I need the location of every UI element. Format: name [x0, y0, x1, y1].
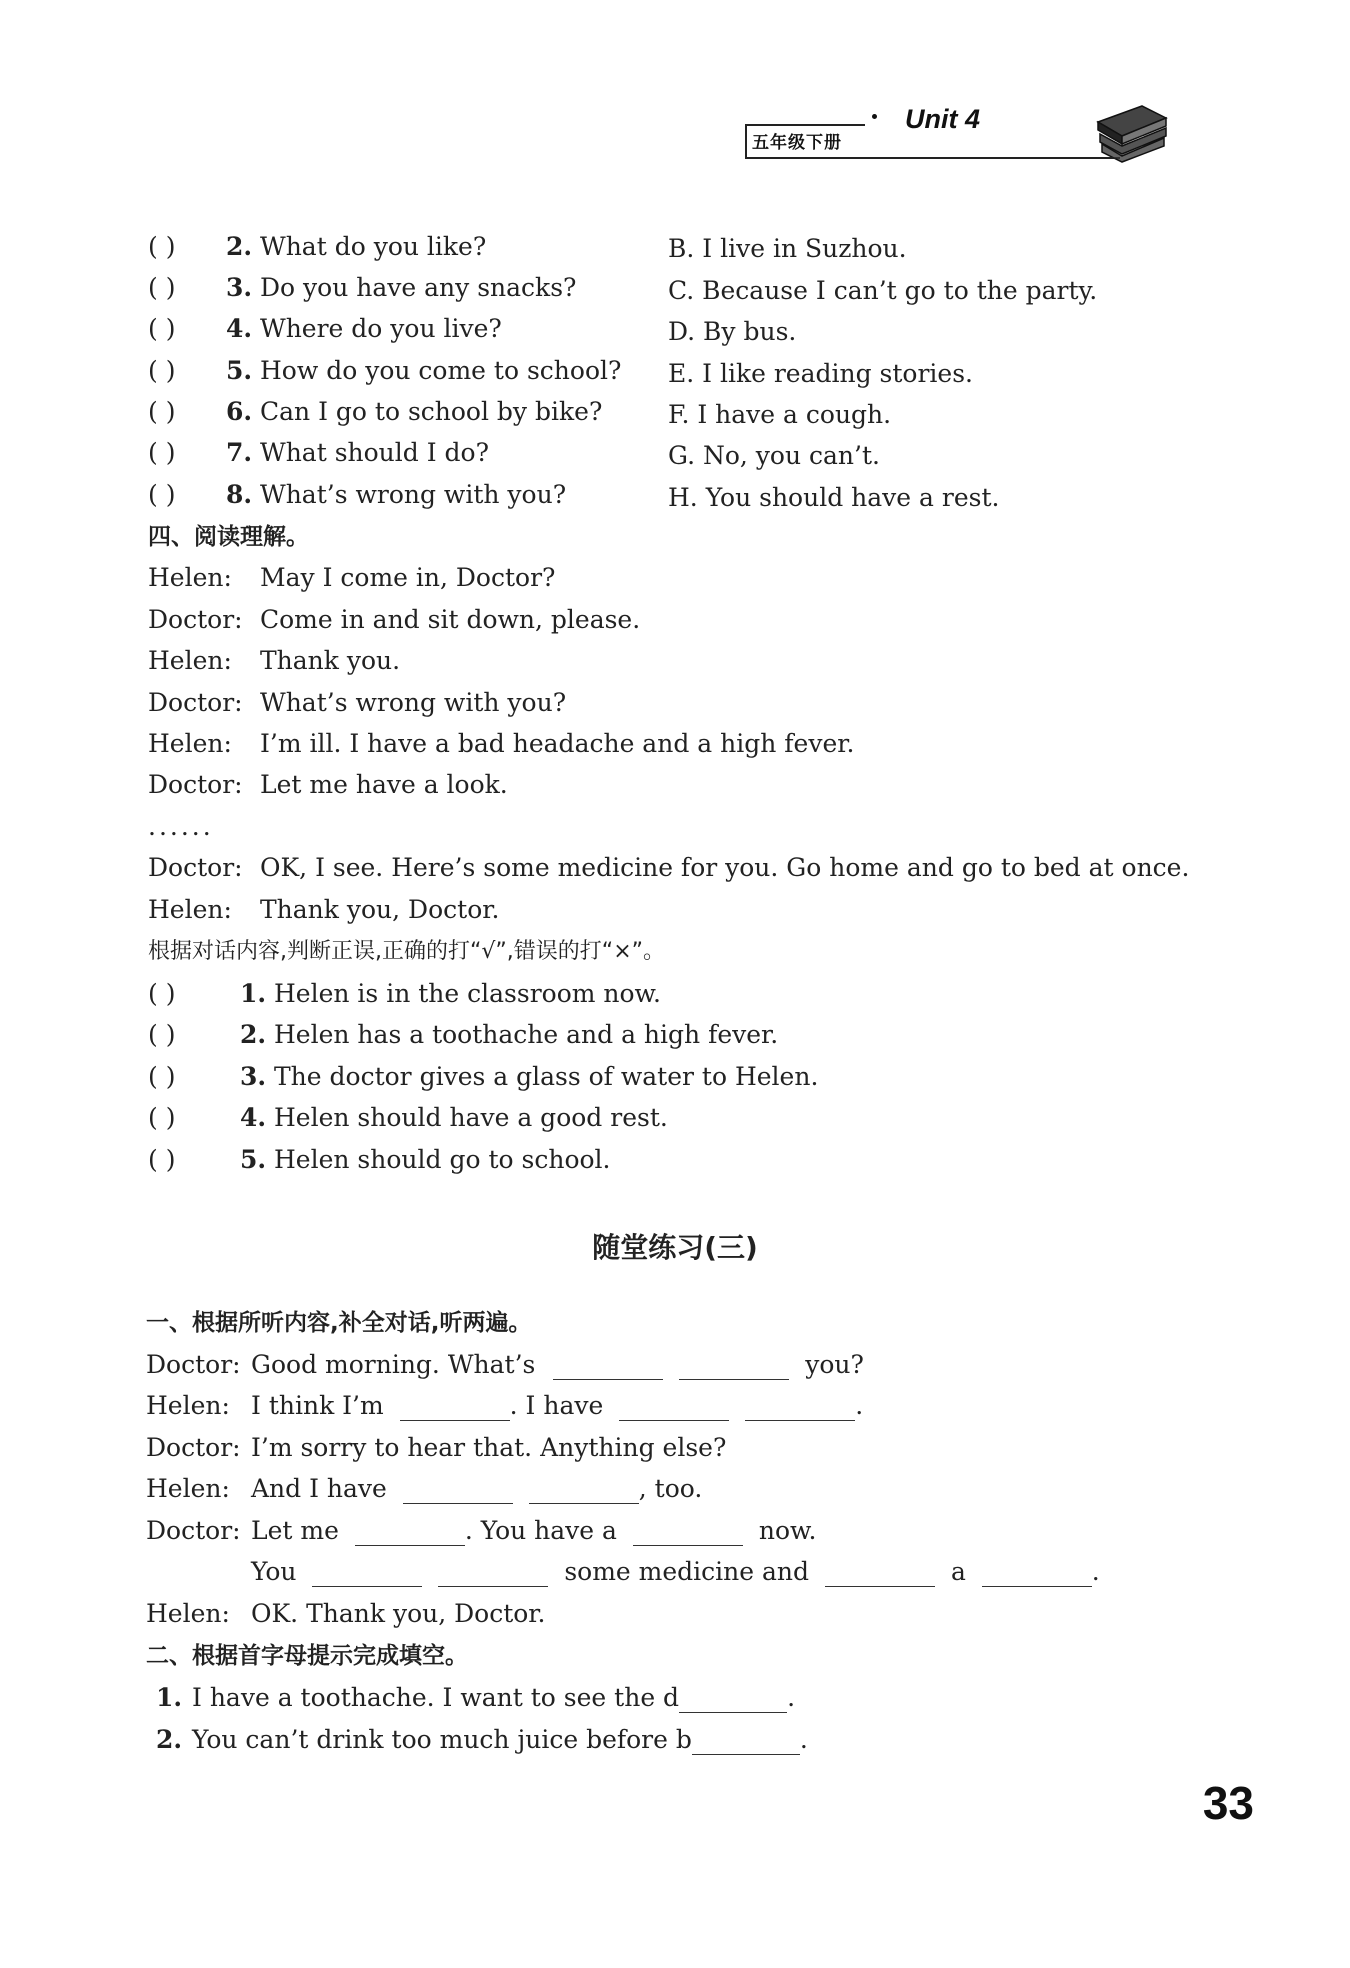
answer-paren[interactable]: ( )	[148, 1020, 176, 1049]
practice-title: 随堂练习(三)	[592, 1231, 758, 1264]
line-text: . I have	[509, 1391, 604, 1420]
grade-label: 五年级下册	[752, 133, 842, 153]
header-frame-top	[745, 124, 865, 126]
item-number: 8.	[226, 480, 253, 509]
dialogue-line	[148, 688, 566, 718]
item-number: 3.	[226, 273, 253, 302]
speaker: Doctor:	[146, 1433, 241, 1462]
blank-field[interactable]	[633, 1523, 743, 1546]
item-number: 1.	[240, 979, 267, 1008]
answer-option: F. I have a cough.	[668, 400, 892, 429]
match-row	[148, 356, 621, 386]
fill-line	[146, 1474, 702, 1504]
line-text: .	[855, 1391, 864, 1420]
blank-field[interactable]	[825, 1564, 935, 1587]
books-icon	[1090, 92, 1170, 164]
fill-line	[146, 1391, 863, 1421]
question-text: Where do you live?	[260, 314, 502, 343]
match-row	[148, 232, 486, 262]
line-text: . You have a	[464, 1516, 617, 1545]
item-number: 5.	[226, 356, 253, 385]
question-text: What do you like?	[260, 232, 487, 261]
speech: Let me have a look.	[260, 770, 508, 799]
statement-row	[148, 1145, 611, 1175]
item-number: 2.	[226, 232, 253, 261]
header-frame-left	[745, 124, 747, 158]
answer-option: H. You should have a rest.	[668, 483, 1000, 512]
statement-row	[148, 1062, 818, 1092]
line-text: Good morning. What’s	[251, 1350, 536, 1379]
answer-paren[interactable]: ( )	[148, 356, 176, 385]
dialogue-line	[148, 895, 499, 925]
match-row	[148, 314, 502, 344]
match-row	[148, 480, 566, 510]
answer-paren[interactable]: ( )	[148, 979, 176, 1008]
dialogue-line	[148, 605, 640, 635]
statement-row	[148, 1020, 778, 1050]
speaker: Helen:	[148, 646, 232, 675]
speaker: Doctor:	[148, 853, 243, 882]
blank-field[interactable]	[403, 1481, 513, 1504]
blank-field[interactable]	[438, 1564, 548, 1587]
match-row	[148, 273, 576, 303]
speaker: Helen:	[148, 563, 232, 592]
blank-field[interactable]	[529, 1481, 639, 1504]
line-text: And I have	[251, 1474, 387, 1503]
question-text: What’s wrong with you?	[260, 480, 567, 509]
speaker: Doctor:	[148, 688, 243, 717]
dialogue-line	[148, 563, 555, 593]
question-end: .	[787, 1683, 796, 1712]
statement-row	[148, 1103, 668, 1133]
speaker: Helen:	[148, 729, 232, 758]
header-rule	[745, 157, 1117, 159]
question-text: What should I do?	[260, 438, 490, 467]
line-text: OK. Thank you, Doctor.	[251, 1599, 546, 1628]
fill-line	[146, 1516, 816, 1546]
answer-paren[interactable]: ( )	[148, 1062, 176, 1091]
fill-line	[251, 1557, 1100, 1587]
speaker: Doctor:	[146, 1516, 241, 1545]
ellipsis: ......	[148, 812, 214, 841]
blank-field[interactable]	[312, 1564, 422, 1587]
blank-field[interactable]	[355, 1523, 465, 1546]
statement-text: Helen is in the classroom now.	[274, 979, 661, 1008]
item-number: 5.	[240, 1145, 267, 1174]
speech: Thank you.	[260, 646, 401, 675]
speech: May I come in, Doctor?	[260, 563, 556, 592]
section1-heading: 一、根据所听内容,补全对话,听两遍。	[146, 1310, 532, 1336]
answer-paren[interactable]: ( )	[148, 1145, 176, 1174]
answer-paren[interactable]: ( )	[148, 314, 176, 343]
line-text: a	[950, 1557, 966, 1586]
dialogue-line	[148, 729, 854, 759]
header-dot	[872, 114, 877, 119]
answer-paren[interactable]: ( )	[148, 480, 176, 509]
dialogue-line	[148, 853, 1189, 883]
question-end: .	[799, 1725, 808, 1754]
speaker: Helen:	[148, 895, 232, 924]
line-text: I’m sorry to hear that. Anything else?	[251, 1433, 727, 1462]
match-row	[148, 397, 602, 427]
match-row	[148, 438, 489, 468]
line-text: you?	[805, 1350, 864, 1379]
question-text: You can’t drink too much juice before b	[192, 1725, 692, 1754]
speaker: Doctor:	[148, 605, 243, 634]
dialogue-line	[148, 646, 400, 676]
statement-text: The doctor gives a glass of water to Helen.	[274, 1062, 819, 1091]
item-number: 1.	[156, 1683, 183, 1712]
item-number: 2.	[156, 1725, 183, 1754]
page-number: 33	[1202, 1777, 1254, 1829]
judge-instruction: 根据对话内容,判断正误,正确的打“√”,错误的打“×”。	[148, 939, 666, 964]
answer-paren[interactable]: ( )	[148, 397, 176, 426]
question-text: Can I go to school by bike?	[260, 397, 603, 426]
speaker: Doctor:	[146, 1350, 241, 1379]
speech: What’s wrong with you?	[260, 688, 567, 717]
blank-field[interactable]	[692, 1732, 800, 1755]
line-text: some medicine and	[564, 1557, 810, 1586]
fill-line	[146, 1599, 545, 1629]
item-number: 7.	[226, 438, 253, 467]
fill-question	[156, 1683, 795, 1713]
reading-heading: 四、阅读理解。	[148, 524, 309, 550]
answer-paren[interactable]: ( )	[148, 273, 176, 302]
blank-field[interactable]	[400, 1398, 510, 1421]
speaker: Helen:	[146, 1474, 230, 1503]
item-number: 3.	[240, 1062, 267, 1091]
line-text: I think I’m	[251, 1391, 384, 1420]
item-number: 6.	[226, 397, 253, 426]
question-text: I have a toothache. I want to see the d	[192, 1683, 680, 1712]
section2-heading: 二、根据首字母提示完成填空。	[146, 1643, 468, 1669]
answer-paren[interactable]: ( )	[148, 438, 176, 467]
speaker: Doctor:	[148, 770, 243, 799]
blank-field[interactable]	[745, 1398, 855, 1421]
answer-option: B. I live in Suzhou.	[668, 234, 907, 263]
speech: I’m ill. I have a bad headache and a high fever.	[260, 729, 855, 758]
answer-paren[interactable]: ( )	[148, 232, 176, 261]
speech: OK, I see. Here’s some medicine for you. Go home and go to bed at once.	[260, 853, 1190, 882]
fill-question	[156, 1725, 808, 1755]
question-text: How do you come to school?	[260, 356, 622, 385]
dialogue-line	[148, 770, 508, 800]
statement-text: Helen should go to school.	[274, 1145, 611, 1174]
statement-text: Helen should have a good rest.	[274, 1103, 668, 1132]
speech: Thank you, Doctor.	[260, 895, 500, 924]
blank-field[interactable]	[619, 1398, 729, 1421]
item-number: 4.	[240, 1103, 267, 1132]
speaker: Helen:	[146, 1599, 230, 1628]
answer-option: E. I like reading stories.	[668, 359, 973, 388]
fill-line	[146, 1350, 864, 1380]
answer-paren[interactable]: ( )	[148, 1103, 176, 1132]
item-number: 2.	[240, 1020, 267, 1049]
line-text: .	[1091, 1557, 1100, 1586]
fill-line	[146, 1433, 726, 1463]
blank-field[interactable]	[982, 1564, 1092, 1587]
blank-field[interactable]	[679, 1690, 787, 1713]
line-text: now.	[758, 1516, 817, 1545]
answer-option: D. By bus.	[668, 317, 797, 346]
speaker: Helen:	[146, 1391, 230, 1420]
blank-field[interactable]	[679, 1357, 789, 1380]
answer-option: C. Because I can’t go to the party.	[668, 276, 1098, 305]
line-text: Let me	[251, 1516, 339, 1545]
statement-text: Helen has a toothache and a high fever.	[274, 1020, 779, 1049]
answer-option: G. No, you can’t.	[668, 441, 880, 470]
question-text: Do you have any snacks?	[260, 273, 577, 302]
blank-field[interactable]	[553, 1357, 663, 1380]
line-text: You	[251, 1557, 297, 1586]
statement-row	[148, 979, 661, 1009]
item-number: 4.	[226, 314, 253, 343]
unit-label: Unit 4	[905, 104, 981, 134]
line-text: , too.	[638, 1474, 703, 1503]
speech: Come in and sit down, please.	[260, 605, 641, 634]
